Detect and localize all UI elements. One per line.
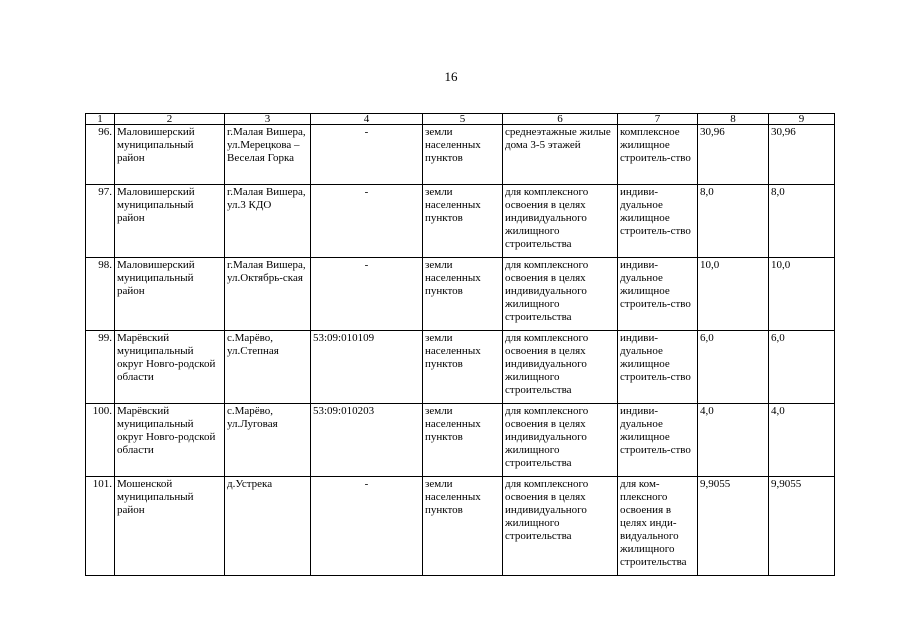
construction-type-cell: индиви-дуальное жилищное строитель-ство [618,404,698,477]
cadastral-cell: - [311,185,423,258]
permitted-use-cell: для комплексного освоения в целях индивидуального жилищного строительства [503,185,618,258]
row-number: 96. [86,125,115,185]
address-cell: г.Малая Вишера, ул.3 КДО [225,185,311,258]
address-cell: г.Малая Вишера, ул.Октябрь-ская [225,258,311,331]
land-category-cell: земли населенных пунктов [423,125,503,185]
address-cell: с.Марёво, ул.Луговая [225,404,311,477]
area-col9-cell: 6,0 [769,331,835,404]
district-cell: Маловишерский муниципальный район [115,185,225,258]
construction-type-cell: комплексное жилищное строитель-ство [618,125,698,185]
construction-type-cell: индиви-дуальное жилищное строитель-ство [618,258,698,331]
table-row [86,185,835,258]
row-number: 100. [86,404,115,477]
header-col-5: 5 [423,114,503,125]
cadastral-cell: - [311,477,423,576]
district-cell: Марёвский муниципальный округ Новго-родской области [115,404,225,477]
permitted-use-cell: для комплексного освоения в целях индивидуального жилищного строительства [503,404,618,477]
area-col9-cell: 8,0 [769,185,835,258]
area-col9-cell: 30,96 [769,125,835,185]
permitted-use-cell: среднеэтажные жилые дома 3-5 этажей [503,125,618,185]
table-row [86,404,835,477]
row-number: 101. [86,477,115,576]
header-col-4: 4 [311,114,423,125]
land-category-cell: земли населенных пунктов [423,404,503,477]
land-category-cell: земли населенных пунктов [423,331,503,404]
page-number: 16 [444,69,458,84]
address-cell: с.Марёво, ул.Степная [225,331,311,404]
permitted-use-cell: для комплексного освоения в целях индивидуального жилищного строительства [503,331,618,404]
table-row [86,258,835,331]
cadastral-cell: 53:09:010203 [311,404,423,477]
row-number: 98. [86,258,115,331]
area-col8-cell: 30,96 [698,125,769,185]
construction-type-cell: для ком-плексного освоения в целях инди-видуального жилищного строительства [618,477,698,576]
district-cell: Мошенской муниципальный район [115,477,225,576]
header-col-1: 1 [86,114,115,125]
row-number: 99. [86,331,115,404]
land-plots-table [85,113,835,576]
table-row [86,477,835,576]
area-col8-cell: 10,0 [698,258,769,331]
area-col8-cell: 8,0 [698,185,769,258]
construction-type-cell: индиви-дуальное жилищное строитель-ство [618,185,698,258]
area-col9-cell: 9,9055 [769,477,835,576]
cadastral-cell: 53:09:010109 [311,331,423,404]
header-row [86,114,835,125]
area-col9-cell: 4,0 [769,404,835,477]
district-cell: Маловишерский муниципальный район [115,125,225,185]
land-category-cell: земли населенных пунктов [423,258,503,331]
row-number: 97. [86,185,115,258]
cadastral-cell: - [311,125,423,185]
land-category-cell: земли населенных пунктов [423,185,503,258]
permitted-use-cell: для комплексного освоения в целях индивидуального жилищного строительства [503,258,618,331]
header-col-3: 3 [225,114,311,125]
header-col-9: 9 [769,114,835,125]
area-col8-cell: 4,0 [698,404,769,477]
permitted-use-cell: для комплексного освоения в целях индивидуального жилищного строительства [503,477,618,576]
header-col-2: 2 [115,114,225,125]
district-cell: Марёвский муниципальный округ Новго-родской области [115,331,225,404]
area-col9-cell: 10,0 [769,258,835,331]
area-col8-cell: 6,0 [698,331,769,404]
header-col-6: 6 [503,114,618,125]
address-cell: д.Устрека [225,477,311,576]
construction-type-cell: индиви-дуальное жилищное строитель-ство [618,331,698,404]
district-cell: Маловишерский муниципальный район [115,258,225,331]
land-category-cell: земли населенных пунктов [423,477,503,576]
table-row [86,331,835,404]
cadastral-cell: - [311,258,423,331]
area-col8-cell: 9,9055 [698,477,769,576]
address-cell: г.Малая Вишера, ул.Мерецкова – Веселая Горка [225,125,311,185]
header-col-7: 7 [618,114,698,125]
table-row [86,125,835,185]
header-col-8: 8 [698,114,769,125]
